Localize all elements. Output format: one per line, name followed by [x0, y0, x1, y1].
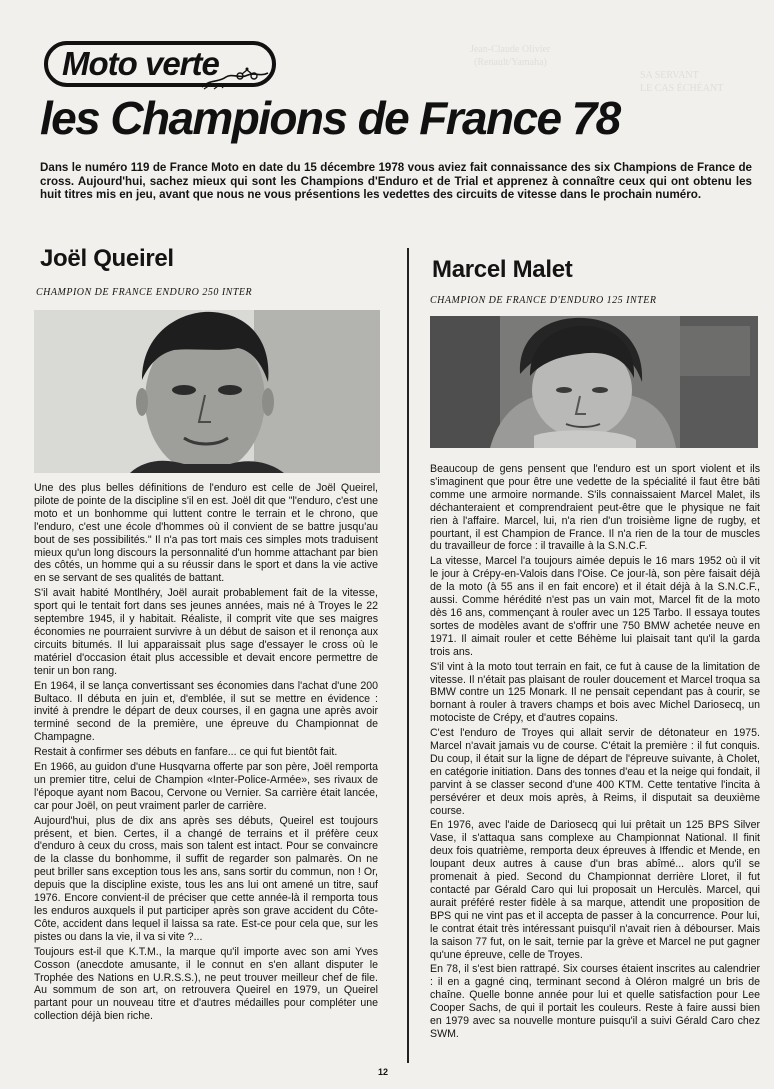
paragraph: Une des plus belles définitions de l'enduro est celle de Joël Queirel, pilote de pointe de la discipline s'il en est. Joël dit que "l'enduro, c'est une moto et un bonhomme qui luttent contre le terrain et le chrono, que l'enduro, c'est une école d'hommes où il convient de se battre jusqu'au bout de ses possibilités." Il n'a pas tort mais ces simples mots traduisent mieux qu'un long discours la personnalité d'un homme attachant par bien des côtés, un homme qui a su réussir dans le sport et dans la vie active en se servant de ses qualités de battant.	[34, 482, 378, 585]
paragraph: En 1976, avec l'aide de Dariosecq qui lui prêtait un 125 BPS Silver Vase, il s'attaqua sans complexe au Championnat National. Il finit deux fois quatrième, remporta deux épreuves à Iffendic et Mende, en loupant deux autres à cause d'un bras abîmé... alors qu'il se promenait à pied. Second du Championnat derrière Lloret, il fut contacté par Gérald Caro qui lui proposait un Herculès. Marcel, qui aurait préféré rester fidèle à sa marque, attendit une proposition de BPS qui ne vint pas et il accepta de passer à la concurrence. Pour lui, le contrat était très intéressant puisqu'il n'avait rien à débourser. Mais la saison 77 fut, on le sait, ternie par la grève et Marcel ne put gagner qu'une épreuve, celle de Troyes.	[430, 819, 760, 961]
paragraph: En 1964, il se lança convertissant ses économies dans l'achat d'une 200 Bultaco. Il débuta en juin et, d'emblée, il sut se mettre en évidence : invité à prendre le départ de deux courses, il en gagna une après avoir terminé second de la première, une épreuve du Championnat de Champagne.	[34, 679, 378, 744]
page-number: 12	[378, 1067, 389, 1077]
paragraph: En 1966, au guidon d'une Husqvarna offerte par son père, Joël remporta un premier titre, celui de Champion «Inter-Police-Armée», ses rivaux de l'époque ayant nom Bacou, Cervone ou Vernier. Sa carrière était lancée, car pour Joël, on peut vraiment parler de carrière.	[34, 761, 378, 812]
paragraph: S'il vint à la moto tout terrain en fait, ce fut à cause de la limitation de vitesse. Il n'était pas plaisant de rouler doucement et Marcel troqua sa BMW contre un 125 Monark. Il ne pensait cependant pas à courir, se bornant à rouler à travers champs et bois avec Michel Dariosecq, un motociste de Crépy, et d'autres copains.	[430, 660, 760, 725]
column-divider	[407, 248, 409, 1063]
paragraph: La vitesse, Marcel l'a toujours aimée depuis le 16 mars 1952 où il vit le jour à Crépy-en-Valois dans l'Oise. Ce jour-là, son père faisait déjà de la moto (à 55 ans il en fait encore) et il était déjà à la S.N.C.F., aussi. Comme hérédité n'est pas un vain mot, Marcel fit de la moto dès 16 ans, commençant à rouler avec un 125 Tarbo. Il essaya toutes sortes de modèles avant de s'offrir une 750 BMW achetée neuve en 1971. Il aimait rouler et cette Béhème lui plaisait tant qu'il la garda trois ans.	[430, 555, 760, 658]
bleed-through-text: LE CAS ÉCHÉANT	[640, 83, 724, 94]
rider-name: Joël Queirel	[40, 245, 174, 272]
rider-name: Marcel Malet	[432, 256, 573, 283]
paragraph: Beaucoup de gens pensent que l'enduro est un sport violent et ils s'imaginent que pour être une vedette de la spécialité il faut être bâti comme une armoire normande. S'ils connaissaient Marcel Malet, ils déchanteraient et comprendraient peut-être que le physique ne fait rien à l'affaire. Marcel, lui, n'a rien d'un troisième ligne de rugby, et pourtant, il est Champion de France. Il n'a rien de la tour de muscles du travailleur de force : il travaille à la S.N.C.F.	[430, 463, 760, 553]
bleed-through-text: Jean-Claude Olivier	[470, 44, 551, 55]
bleed-through-text: (Renault/Yamaha)	[474, 57, 547, 68]
paragraph: S'il avait habité Montlhéry, Joël aurait probablement fait de la vitesse, sport qui le tentait fort dans ses jeunes années, mais né à Troyes le 22 septembre 1945, il y habitait. Réaliste, il comprit vite que ses maigres économies ne pourraient survivre à un début de saison et il renonça aux circuits bitumés. Il lui apparaissait plus sage d'essayer le cross où le matériel d'occasion était plus accessible et devait encore permettre de tenir un bon rang.	[34, 587, 378, 677]
paragraph: C'est l'enduro de Troyes qui allait servir de détonateur en 1975. Marcel n'avait jamais vu de course. C'était la première : il fut conquis. Du coup, il était sur la ligne de départ de l'épreuve suivante, à Cholet, en catégorie initiation. Dans des tonnes d'eau et la neige qui fondait, il parvint à se classer second d'une 400 KTM. Cette tentative l'incita à persévérer et deux mois après, à Reims, il disputait sa deuxième course.	[430, 727, 760, 817]
article-marcel-malet	[425, 240, 765, 1043]
rider-title: CHAMPION DE FRANCE D'ENDURO 125 INTER	[430, 295, 657, 306]
paragraph: Aujourd'hui, plus de dix ans après ses débuts, Queirel est toujours présent, et bien. Certes, il a changé de terrains et il préfère ceux d'enduro à ceux du cross, mais son talent est intact. Pour se convaincre de la classe du bonhomme, il suffit de regarder son palmarès. On ne peut briller sans exception tous les ans, sans sortir du commun, non ! Or, depuis que la discipline existe, tous les ans lui ont amené un titre, sauf 1976. Encore convient-il de préciser que cette année-là il remporta tous les enduros auxquels il put participer après son grave accident du Côte-Côte, accident dans lequel il laissa sa rate. Est-ce pour cela que, sur les pistes ou dans la vie, il va si vite ?...	[34, 814, 378, 943]
paragraph: Restait à confirmer ses débuts en fanfare... ce qui fut bientôt fait.	[34, 746, 338, 759]
portrait-photo	[34, 310, 380, 473]
rider-title: CHAMPION DE FRANCE ENDURO 250 INTER	[36, 287, 253, 298]
intro-paragraph: Dans le numéro 119 de France Moto en date du 15 décembre 1978 vous aviez fait connaissance des six Champions de France de cross. Aujourd'hui, sachez mieux qui sont les Champions d'Enduro et de Trial et apprenez à connaître ceux qui ont obtenu les huit titres mis en jeu, avant que nous ne vous présentions les vedettes des circuits de vitesse dans le prochain numéro.	[40, 161, 752, 201]
portrait-photo	[430, 316, 758, 448]
paragraph: Toujours est-il que K.T.M., la marque qu'il importe avec son ami Yves Cosson (anecdote amusante, il le connut en s'en allant disputer le Trophée des Nations en U.R.S.S.), ne peut trouver meilleur chef de file. Au sommum de son art, on retrouvera Queirel en 1979, un Queirel partant pour un nouveau titre et d'autres médailles pour compléter une collection déjà bien riche.	[34, 945, 378, 1023]
logo-text: Moto verte	[62, 45, 219, 82]
paragraph: En 78, il s'est bien rattrapé. Six courses étaient inscrites au calendrier : il en a gagné cinq, terminant second à Oléron malgré un bris de chaîne. Quelle bonne année pour lui et quelle satisfaction pour Lee Cooper Sachs, de qui il portait les couleurs. Reste à faire aussi bien en 1979 avec sa nouvelle monture puisqu'il a suivi Gérald Caro chez SWM.	[430, 963, 760, 1040]
article-body	[34, 482, 378, 1023]
page-title: les Champions de France 78	[40, 92, 620, 144]
bleed-through-text: SA SERVANT	[640, 70, 699, 81]
article-body	[430, 463, 760, 1041]
article-joel-queirel	[34, 240, 384, 1025]
moto-verte-logo	[44, 41, 276, 87]
